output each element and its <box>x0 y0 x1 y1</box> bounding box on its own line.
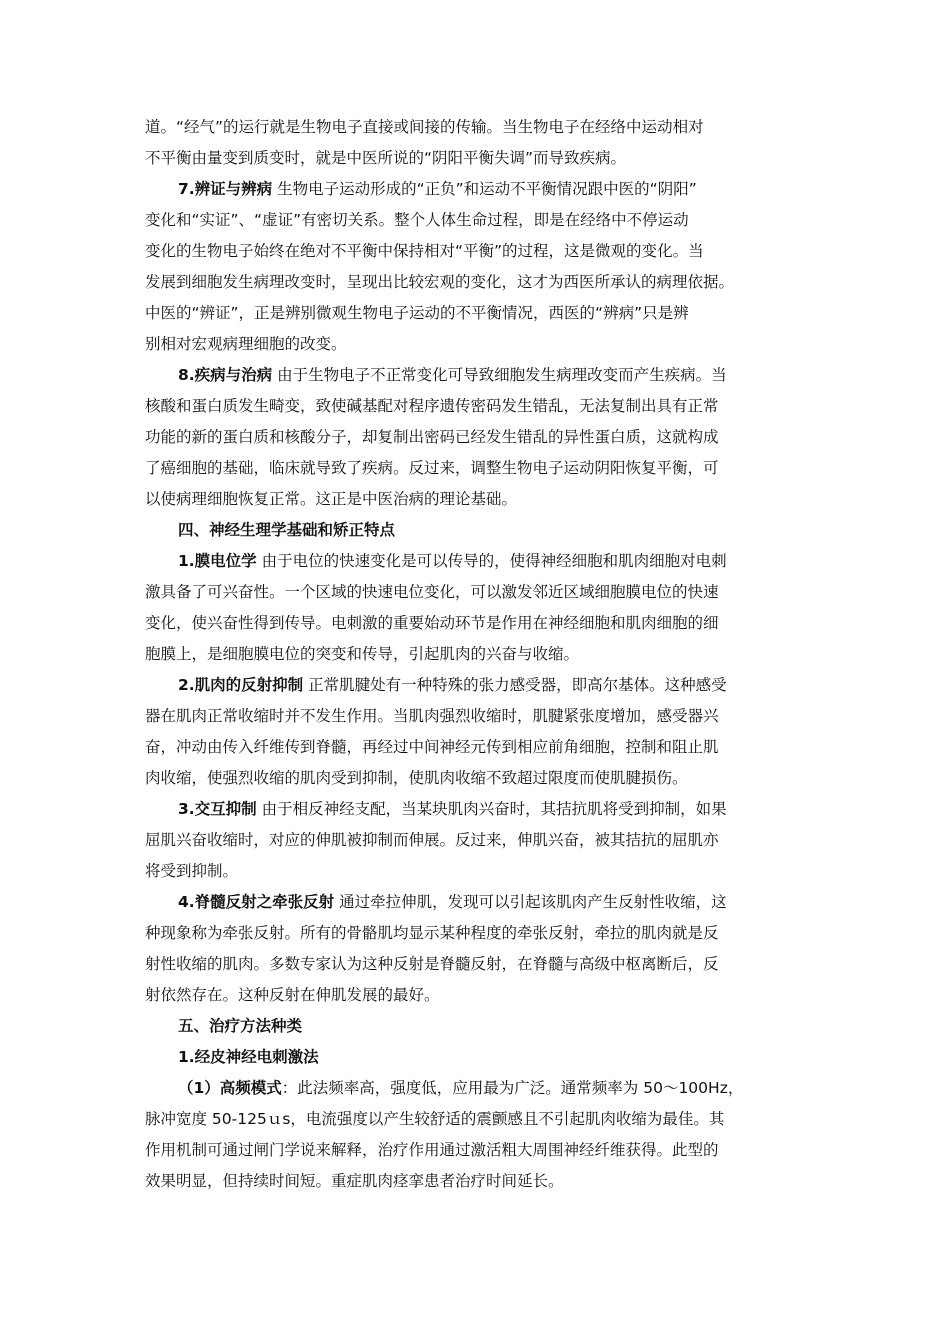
paragraph-reflex-inhibition-start: 2.肌肉的反射抑制 正常肌腱处有一种特殊的张力感受器，即高尔基体。这种感受 <box>178 676 727 694</box>
text-line: 射依然存在。这种反射在伸肌发展的最好。 <box>145 986 440 1004</box>
text-line: 以使病理细胞恢复正常。这正是中医治病的理论基础。 <box>145 490 518 508</box>
paragraph-7-start: 7.辨证与辨病 生物电子运动形成的“正负”和运动不平衡情况跟中医的“阴阳” <box>178 180 697 198</box>
text-line: 了癌细胞的基础，临床就导致了疾病。反过来，调整生物电子运动阴阳恢复平衡，可 <box>145 459 719 477</box>
text-line: 肉收缩，使强烈收缩的肌肉受到抑制，使肌肉收缩不致超过限度而使肌腱损伤。 <box>145 769 688 787</box>
item-heading-high-frequency: （1）高频模式 <box>178 1079 282 1097</box>
section-heading-stretch-reflex: 4.脊髓反射之牵张反射 <box>178 893 335 911</box>
text-line: 变化的生物电子始终在绝对不平衡中保持相对“平衡”的过程，这是微观的变化。当 <box>145 242 704 260</box>
text-line: 作用机制可通过闸门学说来解释，治疗作用通过激活粗大周围神经纤维获得。此型的 <box>145 1141 719 1159</box>
section-heading-reflex-inhibition: 2.肌肉的反射抑制 <box>178 676 304 694</box>
text-line: 器在肌肉正常收缩时并不发生作用。当肌肉强烈收缩时，肌腱紧张度增加，感受器兴 <box>145 707 719 725</box>
text-line: 中医的“辨证”，正是辨别微观生物电子运动的不平衡情况，西医的“辨病”只是辨 <box>145 304 689 322</box>
chapter-heading-4: 四、神经生理学基础和矫正特点 <box>178 521 396 539</box>
text-line: 激具备了可兴奋性。一个区域的快速电位变化，可以激发邻近区域细胞膜电位的快速 <box>145 583 719 601</box>
section-heading-reciprocal: 3.交互抑制 <box>178 800 257 818</box>
text-line: 道。“经气”的运行就是生物电子直接或间接的传输。当生物电子在经络中运动相对 <box>145 118 704 136</box>
section-heading-7: 7.辨证与辨病 <box>178 180 273 198</box>
text-line: 将受到抑制。 <box>145 862 239 880</box>
document-body <box>145 112 813 1197</box>
section-heading-membrane: 1.膜电位学 <box>178 552 257 570</box>
text-line: 核酸和蛋白质发生畸变，致使碱基配对程序遗传密码发生错乱，无法复制出具有正常 <box>145 397 719 415</box>
paragraph-reciprocal-start: 3.交互抑制 由于相反神经支配，当某块肌肉兴奋时，其拮抗肌将受到抑制，如果 <box>178 800 727 818</box>
chapter-heading-5: 五、治疗方法种类 <box>178 1017 303 1035</box>
text-line: 奋，冲动由传入纤维传到脊髓，再经过中间神经元传到相应前角细胞，控制和阻止肌 <box>145 738 719 756</box>
text-line: 不平衡由量变到质变时，就是中医所说的“阴阳平衡失调”而导致疾病。 <box>145 149 627 167</box>
text-line: 变化，使兴奋性得到传导。电刺激的重要始动环节是作用在神经细胞和肌肉细胞的细 <box>145 614 719 632</box>
text-line: 射性收缩的肌肉。多数专家认为这种反射是脊髓反射，在脊髓与高级中枢离断后，反 <box>145 955 719 973</box>
text-line: 功能的新的蛋白质和核酸分子，却复制出密码已经发生错乱的异性蛋白质，这就构成 <box>145 428 719 446</box>
paragraph-membrane-start: 1.膜电位学 由于电位的快速变化是可以传导的，使得神经细胞和肌肉细胞对电刺 <box>178 552 727 570</box>
text-line: 胞膜上，是细胞膜电位的突变和传导，引起肌肉的兴奋与收缩。 <box>145 645 580 663</box>
text-line: 种现象称为牵张反射。所有的骨骼肌均显示某种程度的牵张反射，牵拉的肌肉就是反 <box>145 924 719 942</box>
text-line: 发展到细胞发生病理改变时，呈现出比较宏观的变化，这才为西医所承认的病理依据。 <box>145 273 735 291</box>
section-heading-8: 8.疾病与治病 <box>178 366 273 384</box>
text-line: 脉冲宽度 50-125ｕs，电流强度以产生较舒适的震颤感且不引起肌肉收缩为最佳。其 <box>145 1110 725 1128</box>
text-line: 变化和“实证”、“虚证”有密切关系。整个人体生命过程，即是在经络中不停运动 <box>145 211 689 229</box>
paragraph-stretch-reflex-start: 4.脊髓反射之牵张反射 通过牵拉伸肌，发现可以引起该肌肉产生反射性收缩，这 <box>178 893 727 911</box>
text-line: 别相对宏观病理细胞的改变。 <box>145 335 347 353</box>
text-line: 屈肌兴奋收缩时，对应的伸肌被抑制而伸展。反过来，伸肌兴奋，被其拮抗的屈肌亦 <box>145 831 719 849</box>
paragraph-high-frequency-start: （1）高频模式：此法频率高，强度低，应用最为广泛。通常频率为 50～100Hz， <box>178 1079 744 1097</box>
subsection-heading-tens: 1.经皮神经电刺激法 <box>178 1048 319 1066</box>
text-line: 效果明显，但持续时间短。重症肌肉痉挛患者治疗时间延长。 <box>145 1172 564 1190</box>
paragraph-8-start: 8.疾病与治病 由于生物电子不正常变化可导致细胞发生病理改变而产生疾病。当 <box>178 366 727 384</box>
